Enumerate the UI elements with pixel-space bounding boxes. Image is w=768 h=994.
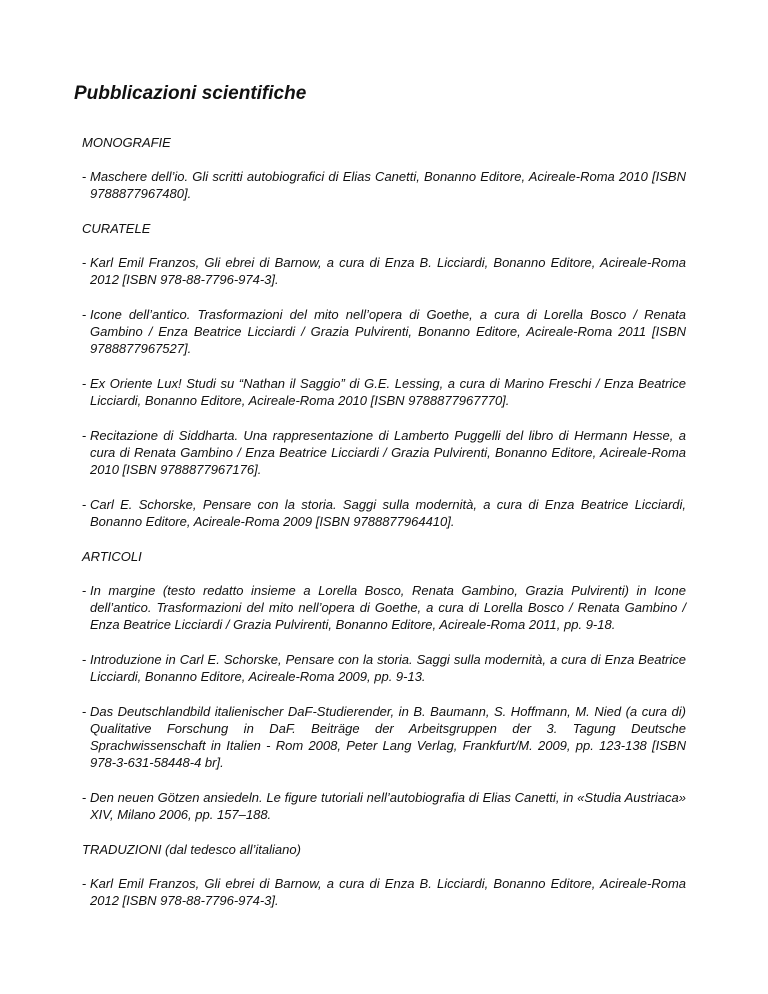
dash-bullet: -	[82, 652, 87, 667]
dash-bullet: -	[82, 876, 87, 891]
entry-text: Den neuen Götzen ansiedeln. Le figure tutoriali nell’autobiografia di Elias Canetti, in «Studia Austriaca» XIV, Milano 2006, pp. 157–188.	[90, 790, 686, 822]
dash-bullet: -	[82, 428, 87, 443]
entries-articoli	[82, 582, 686, 823]
section-heading-articoli: ARTICOLI	[82, 549, 142, 564]
publication-entry	[82, 168, 686, 202]
publication-entry	[82, 427, 686, 478]
dash-bullet: -	[82, 704, 87, 719]
publication-entry	[82, 703, 686, 771]
dash-bullet: -	[82, 790, 87, 805]
entry-text: Introduzione in Carl E. Schorske, Pensare con la storia. Saggi sulla modernità, a cura di Enza Beatrice Licciardi, Bonanno Editore, Acireale-Roma 2009, pp. 9-13.	[90, 652, 686, 684]
publication-entry	[82, 582, 686, 633]
publication-entry	[82, 375, 686, 409]
dash-bullet: -	[82, 255, 87, 270]
publication-entry	[82, 306, 686, 357]
publications-list	[82, 134, 686, 927]
section-heading-traduzioni: TRADUZIONI (dal tedesco all’italiano)	[82, 842, 301, 857]
entry-text: Recitazione di Siddharta. Una rappresentazione di Lamberto Puggelli del libro di Hermann Hesse, a cura di Renata Gambino / Enza Beatrice Licciardi / Grazia Pulvirenti, Bonanno Editore, Acireale-Roma 2010 [ISBN 9788877967176].	[90, 428, 686, 477]
dash-bullet: -	[82, 376, 87, 391]
section-heading-curatele: CURATELE	[82, 221, 151, 236]
section-monografie	[82, 134, 686, 202]
entry-text: Karl Emil Franzos, Gli ebrei di Barnow, a cura di Enza B. Licciardi, Bonanno Editore, Acireale-Roma 2012 [ISBN 978-88-7796-974-3].	[90, 255, 686, 287]
publication-entry	[82, 254, 686, 288]
section-traduzioni	[82, 841, 686, 909]
publication-entry	[82, 651, 686, 685]
publication-entry	[82, 789, 686, 823]
entries-traduzioni	[82, 875, 686, 909]
dash-bullet: -	[82, 169, 87, 184]
entry-text: Das Deutschlandbild italienischer DaF-Studierender, in B. Baumann, S. Hoffmann, M. Nied (a cura di) Qualitative Forschung in DaF. Beiträge der Arbeitsgruppen der 3. Tagung Deutsche Sprachwissenschaft in Italien - Rom 2008, Peter Lang Verlag, Frankfurt/M. 2009, pp. 123-138 [ISBN 978-3-631-58448-4 br].	[90, 704, 686, 770]
entry-text: Maschere dell’io. Gli scritti autobiografici di Elias Canetti, Bonanno Editore, Acireale-Roma 2010 [ISBN 9788877967480].	[90, 169, 686, 201]
section-curatele	[82, 220, 686, 530]
section-articoli	[82, 548, 686, 823]
entry-text: Carl E. Schorske, Pensare con la storia. Saggi sulla modernità, a cura di Enza Beatrice Licciardi, Bonanno Editore, Acireale-Roma 2009 [ISBN 9788877964410].	[90, 497, 686, 529]
dash-bullet: -	[82, 497, 87, 512]
page-title: Pubblicazioni scientifiche	[74, 83, 307, 104]
publication-entry	[82, 496, 686, 530]
dash-bullet: -	[82, 583, 87, 598]
entries-curatele	[82, 254, 686, 530]
entry-text: In margine (testo redatto insieme a Lorella Bosco, Renata Gambino, Grazia Pulvirenti) in Icone dell’antico. Trasformazioni del mito nell’opera di Goethe, a cura di Lorella Bosco / Renata Gambino / Enza Beatrice Licciardi / Grazia Pulvirenti, Bonanno Editore, Acireale-Roma 2011, pp. 9-18.	[90, 583, 686, 632]
entry-text: Ex Oriente Lux! Studi su “Nathan il Saggio” di G.E. Lessing, a cura di Marino Freschi / Enza Beatrice Licciardi, Bonanno Editore, Acireale-Roma 2010 [ISBN 9788877967770].	[90, 376, 686, 408]
section-heading-monografie: MONOGRAFIE	[82, 135, 171, 150]
entry-text: Karl Emil Franzos, Gli ebrei di Barnow, a cura di Enza B. Licciardi, Bonanno Editore, Acireale-Roma 2012 [ISBN 978-88-7796-974-3].	[90, 876, 686, 908]
entries-monografie	[82, 168, 686, 202]
publication-entry	[82, 875, 686, 909]
dash-bullet: -	[82, 307, 87, 322]
entry-text: Icone dell’antico. Trasformazioni del mito nell’opera di Goethe, a cura di Lorella Bosco / Renata Gambino / Enza Beatrice Licciardi / Grazia Pulvirenti, Bonanno Editore, Acireale-Roma 2011 [ISBN 9788877967527].	[90, 307, 686, 356]
